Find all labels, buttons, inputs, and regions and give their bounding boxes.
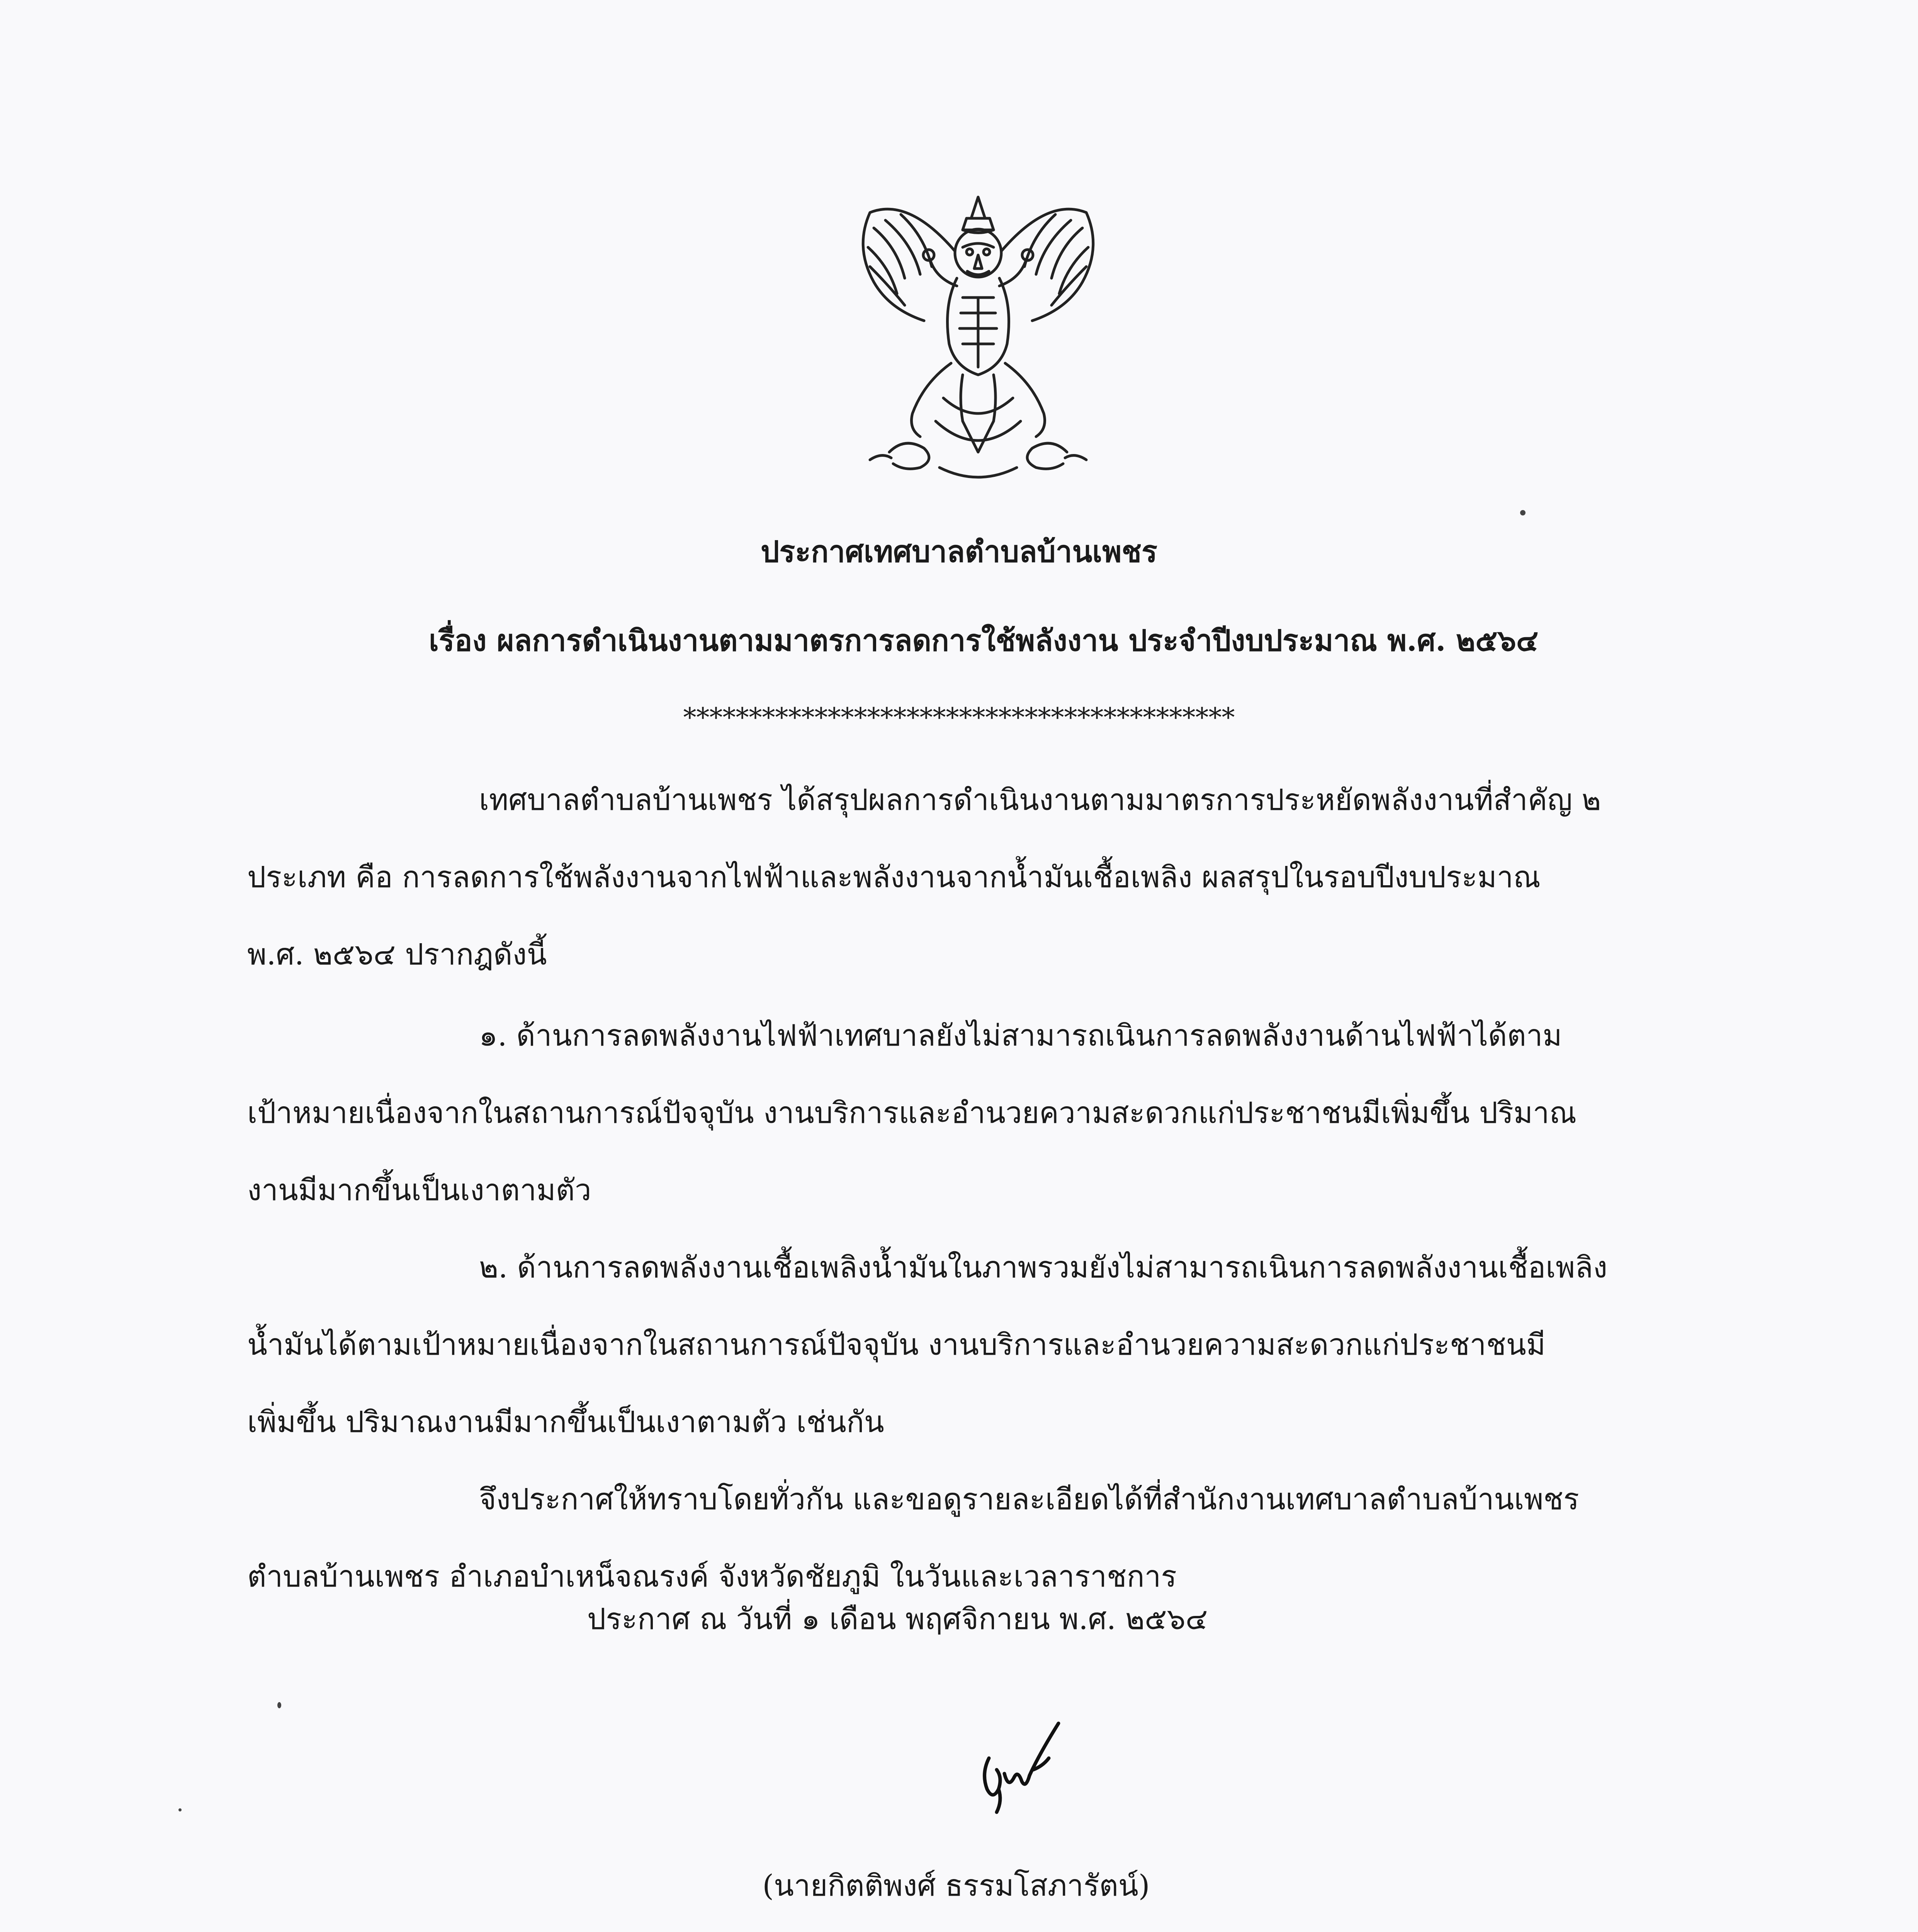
paragraph-closing xyxy=(247,1461,1754,1615)
paragraph-line: งานมีมากขึ้นเป็นเงาตามตัว xyxy=(247,1173,591,1207)
signer-name: (นายกิตติพงศ์ ธรรมโสภารัตน์) xyxy=(762,1868,1150,1903)
announcement-date: ประกาศ ณ วันที่ ๑ เดือน พฤศจิกายน พ.ศ. ๒๕๖๔ xyxy=(587,1602,1208,1636)
paragraph-fuel xyxy=(247,1229,1754,1461)
paragraph-line: ตำบลบ้านเพชร อำเภอบำเหน็จณรงค์ จังหวัดชัยภูมิ ในวันและเวลาราชการ xyxy=(247,1559,1177,1594)
paragraph-line: จึงประกาศให้ทราบโดยทั่วกัน และขอดูรายละเอียดได้ที่สำนักงานเทศบาลตำบลบ้านเพชร xyxy=(479,1482,1579,1516)
paragraph-line: น้ำมันได้ตามเป้าหมายเนื่องจากในสถานการณ์ปัจจุบัน งานบริการและอำนวยความสะดวกแก่ประชาชนมี xyxy=(247,1327,1546,1362)
paragraph-intro xyxy=(247,761,1754,993)
document-subject: เรื่อง ผลการดำเนินงานตามมาตรการลดการใช้พลังงาน ประจำปีงบประมาณ พ.ศ. ๒๕๖๔ xyxy=(429,623,1539,658)
signature-icon xyxy=(966,1712,1082,1820)
paragraph-line: ๒. ด้านการลดพลังงานเชื้อเพลิงน้ำมันในภาพรวมยังไม่สามารถเนินการลดพลังงานเชื้อเพลิง xyxy=(479,1250,1607,1284)
paragraph-line: ๑. ด้านการลดพลังงานไฟฟ้าเทศบาลยังไม่สามารถเนินการลดพลังงานด้านไฟฟ้าได้ตาม xyxy=(479,1018,1562,1053)
garuda-emblem-icon xyxy=(847,182,1109,498)
scan-speck xyxy=(1520,510,1526,515)
paragraph-line: เทศบาลตำบลบ้านเพชร ได้สรุปผลการดำเนินงานตามมาตรการประหยัดพลังงานที่สำคัญ ๒ xyxy=(479,782,1601,817)
scan-speck xyxy=(277,1702,281,1708)
paragraph-line: เป้าหมายเนื่องจากในสถานการณ์ปัจจุบัน งานบริการและอำนวยความสะดวกแก่ประชาชนมีเพิ่มขึ้น ปริมาณ xyxy=(247,1095,1577,1130)
paragraph-electricity xyxy=(247,997,1754,1229)
paragraph-line: เพิ่มขึ้น ปริมาณงานมีมากขึ้นเป็นเงาตามตัว เช่นกัน xyxy=(247,1405,884,1439)
document-title: ประกาศเทศบาลตำบลบ้านเพชร xyxy=(761,534,1157,569)
paragraph-line: ประเภท คือ การลดการใช้พลังงานจากไฟฟ้าและพลังงานจากน้ำมันเชื้อเพลิง ผลสรุปในรอบปีงบประมาณ xyxy=(247,860,1541,894)
paragraph-line: พ.ศ. ๒๕๖๔ ปรากฎดังนี้ xyxy=(247,937,547,971)
title-separator: ****************************************** xyxy=(683,702,1235,733)
scan-speck xyxy=(178,1808,182,1811)
